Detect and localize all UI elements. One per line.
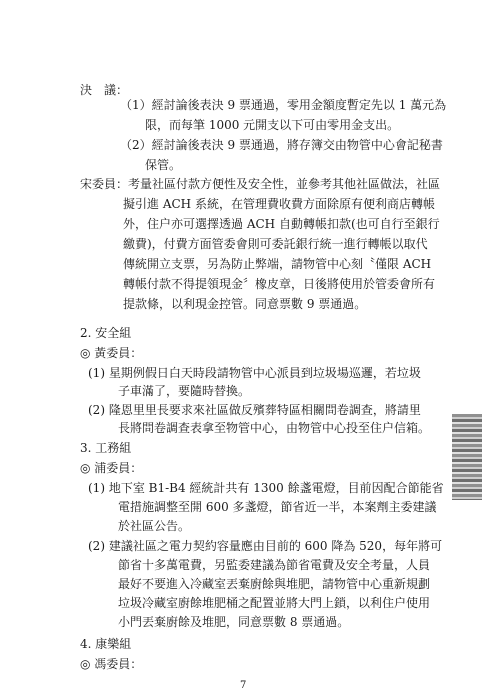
side-stamp [452, 414, 482, 500]
resolution-item-2-line-2: 保管。 [145, 158, 182, 172]
section4-member: ◎ 馮委員： [80, 657, 143, 671]
committee-song-line-2: 擬引進 ACH 系統，在管理費收費方面除原有便利商店轉帳 [123, 197, 435, 211]
committee-song-line-4: 繳費)，付費方面管委會則可委託銀行統一進行轉帳以取代 [123, 237, 428, 251]
section3-item-1-line-2: 電措施調整至開 600 多盞燈，節省近一半，本案劑主委建議 [118, 500, 437, 514]
section2-item-2-line-1: (2) 隆恩里里長要求來社區做反殯葬特區相關問卷調查，將請里 [88, 403, 421, 417]
committee-song-line-6: 轉帳付款不得提領現金〞橡皮章，日後將使用於管委會所有 [123, 277, 436, 291]
page-number: 7 [240, 680, 247, 691]
section3-member: ◎ 浦委員： [80, 461, 143, 475]
section3-item-1-line-1: (1) 地下室 B1-B4 經統計共有 1300 餘盞電燈，目前因配合節能省 [88, 481, 444, 495]
section3-item-2-line-1: (2) 建議社區之電力契約容量應由目前的 600 降為 520，每年將可 [88, 539, 443, 553]
committee-song-line-1: 宋委員：考量社區付款方便性及安全性，並參考其他社區做法，社區 [80, 177, 441, 191]
committee-song-line-3: 外，住户亦可選擇透過 ACH 自動轉帳扣款(也可自行至銀行 [123, 217, 440, 231]
section3-title: 3. 工務組 [80, 441, 132, 455]
section4-title: 4. 康樂組 [80, 637, 132, 651]
section3-item-2-line-2: 節省十多萬電費，另監委建議為節省電費及安全考量，人員 [118, 558, 431, 572]
section2-title: 2. 安全組 [80, 326, 132, 340]
resolution-item-1-line-1: （1）經討論後表決 9 票通過，零用金額度暫定先以 1 萬元為 [120, 98, 447, 112]
resolution-item-1-line-2: 限，而每筆 1000 元開支以下可由零用金支出。 [145, 118, 400, 132]
section3-item-2-line-5: 小門丟棄廚餘及堆肥，同意票數 8 票通過。 [118, 615, 350, 629]
section3-item-1-line-3: 於社區公告。 [118, 519, 191, 533]
section2-item-1-line-1: (1) 星期例假日白天時段請物管中心派員到垃圾場巡邏，若垃圾 [88, 366, 421, 380]
committee-song-line-5: 傳統開立支票，另為防止弊端，請物管中心刻〝僅限 ACH [123, 257, 432, 271]
section2-item-2-line-2: 長將問卷調查表拿至物管中心，由物管中心投至住户信箱。 [118, 421, 431, 435]
section2-member: ◎ 黃委員： [80, 346, 143, 360]
section2-item-1-line-2: 子車滿了，要隨時替換。 [118, 384, 251, 398]
committee-song-line-7: 提款條，以利現金控管。同意票數 9 票通過。 [123, 297, 367, 311]
resolution-item-2-line-1: （2）經討論後表決 9 票通過，將存簿交由物管中心會記秘書 [120, 138, 443, 152]
section3-item-2-line-3: 最好不要進入冷藏室丟棄廚餘與堆肥，請物管中心重新規劃 [118, 577, 431, 591]
resolution-heading: 決 議： [80, 83, 129, 97]
section3-item-2-line-4: 垃圾冷藏室廚餘堆肥桶之配置並將大門上鎖，以利住户使用 [118, 596, 431, 610]
